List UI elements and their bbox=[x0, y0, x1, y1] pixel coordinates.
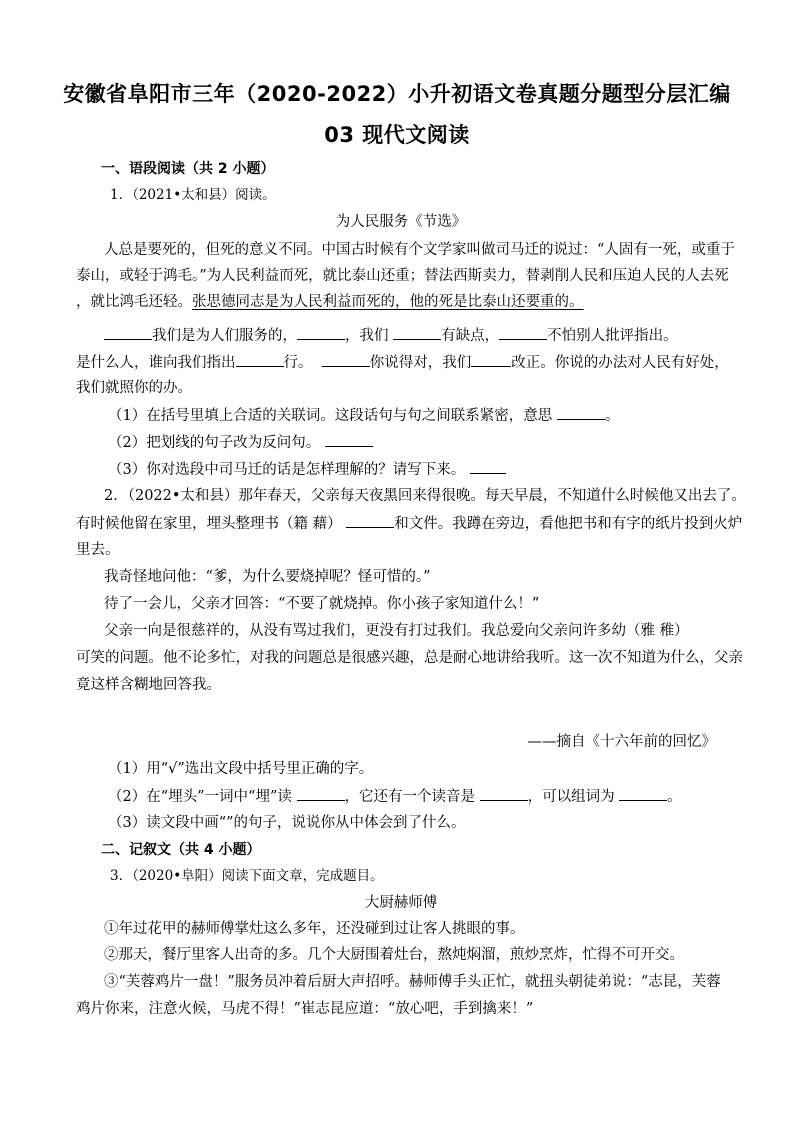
question-2-line-1: 2．（2022•太和县）那年春天，父亲每天夜黑回来得很晚。每天早晨，不知道什么时候他又出去了。 bbox=[104, 488, 746, 504]
passage-3-para-2: ②那天，餐厅里客人出奇的多。几个大厨围着灶台，熬炖焖溜，煎炒烹炸，忙得不可开交。 bbox=[104, 947, 684, 963]
passage-2-line-2: 是什么人，谁向我们指出 行。 你说得对，我们 改正。你说的办法对人民有好处， bbox=[76, 352, 726, 373]
sub-question-2-1: （1）用“√”选出文段中括号里正确的字。 bbox=[108, 761, 374, 777]
answer-blank[interactable] bbox=[325, 432, 373, 447]
answer-blank[interactable] bbox=[619, 786, 667, 801]
answer-blank[interactable] bbox=[236, 352, 284, 367]
passage-1-line-1: 人总是要死的，但死的意义不同。中国古时候有个文学家叫做司马迁的说过：“人固有一死，或重于 bbox=[104, 242, 735, 258]
passage-2-line-3: 我们就照你的办。 bbox=[76, 380, 192, 396]
passage-1-line-3: ，就比鸿毛还轻。张思德同志是为人民利益而死的，他的死是比泰山还要重的。 bbox=[76, 294, 584, 310]
excerpt-source: ——摘自《十六年前的回忆》 bbox=[527, 734, 716, 750]
question-1-intro: 1．（2021•太和县）阅读。 bbox=[110, 187, 276, 203]
passage-title-3: 大厨赫师傅 bbox=[364, 895, 438, 911]
question-2-line-5: 待了一会儿，父亲才回答：“不要了就烧掉。你小孩子家知道什么！” bbox=[104, 596, 540, 612]
passage-3-para-3-line-2: 鸡片你来，注意火候，马虎不得！”崔志昆应道：“放心吧，手到擒来！” bbox=[76, 1001, 534, 1017]
sub-question-2-2: （2）在“埋头”一词中“埋”读 ，它还有一个读音是 ，可以组词为 。 bbox=[108, 786, 758, 807]
sub-question-1-3: （3）你对选段中司马迁的话是怎样理解的？请写下来。 bbox=[108, 459, 758, 480]
sub-question-1-1: （1）在括号里填上合适的关联词。这段话句与句之间联系紧密，意思 。 bbox=[108, 405, 758, 426]
answer-blank[interactable] bbox=[393, 325, 441, 340]
document-subtitle: 03 现代文阅读 bbox=[324, 123, 470, 147]
sub-question-2-3: （3）读文段中画“”的句子，说说你从中体会到了什么。 bbox=[108, 815, 466, 831]
section-heading-1: 一、语段阅读（共 2 小题） bbox=[101, 161, 275, 177]
answer-blank[interactable] bbox=[471, 352, 511, 367]
answer-blank[interactable] bbox=[480, 786, 528, 801]
passage-3-para-1: ①年过花甲的赫师傅掌灶这么多年，还没碰到过让客人挑眼的事。 bbox=[104, 921, 525, 937]
passage-title-1: 为人民服务《节选》 bbox=[335, 214, 467, 230]
question-3-intro: 3．（2020•阜阳）阅读下面文章，完成题目。 bbox=[110, 868, 384, 884]
answer-blank[interactable] bbox=[297, 786, 345, 801]
sub-question-1-2: （2）把划线的句子改为反问句。 bbox=[108, 432, 758, 453]
question-2-line-6: 父亲一向是很慈祥的，从没有骂过我们，更没有打过我们。我总爱向父亲问许多幼（雅 稚） bbox=[104, 623, 689, 639]
passage-2-line-1: 我们是为人们服务的， ，我们 有缺点， 不怕别人批评指出。 bbox=[104, 325, 754, 346]
question-2-line-7: 可笑的问题。他不论多忙，对我的问题总是很感兴趣，总是耐心地讲给我听。这一次不知道为什么，父亲 bbox=[76, 650, 743, 666]
answer-blank[interactable] bbox=[322, 352, 370, 367]
question-2-line-8: 竟这样含糊地回答我。 bbox=[76, 677, 221, 693]
answer-blank[interactable] bbox=[297, 325, 345, 340]
passage-1-line-2: 泰山，或轻于鸿毛。”为人民利益而死，就比泰山还重；替法西斯卖力，替剥削人民和压迫人民的人去死 bbox=[76, 268, 729, 284]
answer-blank[interactable] bbox=[346, 513, 394, 528]
question-2-line-2: 有时候他留在家里，埋头整理书（籍 藉） 和文件。我蹲在旁边，看他把书和有字的纸片投到火炉 bbox=[76, 513, 726, 534]
question-2-line-4: 我奇怪地问他：“爹，为什么要烧掉呢？怪可惜的。” bbox=[104, 569, 431, 585]
underlined-sentence: 张思德同志是为人民利益而死的，他的死是比泰山还要重的。 bbox=[192, 294, 584, 310]
answer-blank[interactable] bbox=[557, 405, 605, 420]
answer-blank[interactable] bbox=[470, 459, 506, 474]
answer-blank[interactable] bbox=[499, 325, 547, 340]
section-heading-2: 二、记叙文（共 4 小题） bbox=[101, 842, 261, 858]
answer-blank[interactable] bbox=[104, 325, 152, 340]
document-title: 安徽省阜阳市三年（2020-2022）小升初语文卷真题分题型分层汇编 bbox=[63, 82, 731, 106]
question-2-line-3: 里去。 bbox=[76, 542, 120, 558]
passage-3-para-3-line-1: ③“芙蓉鸡片一盘！”服务员冲着后厨大声招呼。赫师傅手头正忙，就扭头朝徒弟说：“志昆，芙蓉 bbox=[104, 974, 721, 990]
